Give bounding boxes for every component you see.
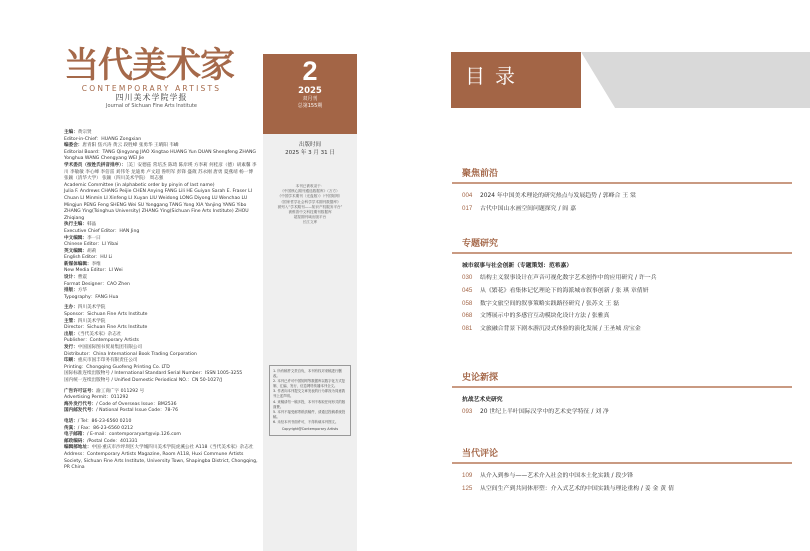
credit-text: 方华 [77, 288, 87, 294]
section-rule [452, 462, 792, 464]
magazine-logo: 当代美术家 [64, 46, 235, 86]
issue-badge [263, 54, 357, 134]
credit-label: 电话： [64, 418, 78, 424]
credit-text: Julia F. Andrews CHANG Peijie CHEN Anying FANG Lili HE Guiyan Sarah E. Fraser LI Chuan LI Minmin LI Xinfeng LI Xuyan LIU Weidong LONG Diyong LU Wenchao LU Mingjun PENG Feng SHENG Wei SU Yonggang TANG Yong XIA Yanjing YANG Yibo ZHANG Ying(Tsinghua University) ZHANG Ying(Sichuan Fine Arts Institute) ZHOU Zhiqiang [64, 189, 252, 221]
credit-label: 海外发行代号： [64, 401, 97, 407]
toc-entry[interactable] [452, 325, 792, 338]
credit-label: 电子邮箱： [64, 432, 87, 438]
indexing-line: 《中国核心期刊遴选数据库》（万方） [280, 189, 340, 194]
copyright-line: Copyright@Contemporary Artists [281, 427, 339, 432]
credit-label: 主管： [64, 318, 78, 324]
header-decoration-band [581, 52, 810, 108]
toc-entry[interactable] [452, 312, 792, 325]
credit-text: Printing：Chongqing Guofeng Printing Co. LTD [64, 364, 170, 370]
indexing-line: 被列入“学术期刊——知识产权服务平台” [277, 204, 343, 209]
credit-line [64, 345, 258, 352]
credit-text: 渝工商广字 011292 号 [96, 388, 145, 394]
issue-column [263, 54, 357, 551]
indexing-line: 长江文库 [302, 220, 318, 225]
credit-text: Advertising Permit：011292 [64, 395, 129, 401]
toc-section [452, 448, 792, 498]
toc-entry[interactable] [452, 274, 792, 287]
disclaimer-line: 5. 本刊不接受邮寄纸质稿件，请通过投稿系统投稿。 [273, 409, 346, 419]
credit-text: 李一曰 [86, 235, 101, 241]
publication-date-label: 出版时间 [298, 142, 321, 148]
credit-label: 编委会： [64, 143, 83, 149]
toc-entry[interactable] [452, 300, 792, 313]
credit-text: 唐青阳 焦兴涛 黄云 段胜峰 张勇华 王晴阳 韦嶙 [82, 143, 179, 149]
credit-line [64, 242, 258, 249]
toc-entry-page: 017 [462, 204, 473, 212]
credit-label: 邮政编码： [64, 438, 87, 444]
publisher-name-english: Journal of Sichuan Fine Arts Institute [106, 103, 197, 109]
magazine-logo-english: CONTEMPORARY ARTISTS [81, 84, 222, 93]
credit-line [64, 432, 258, 439]
section-subtitle: 抗战艺术史研究 [462, 397, 503, 403]
disclaimer-line: 4. 来稿请勿一稿多投，本刊不收取任何形式的版面费。 [273, 399, 346, 409]
toc-section [452, 238, 792, 338]
credit-label: 传真： [64, 425, 78, 431]
credit-line [64, 445, 258, 452]
credit-line [64, 275, 258, 282]
issue-year: 2025 [298, 86, 322, 96]
section-title: 专题研究 [462, 239, 499, 249]
toc-entry-page: 125 [462, 484, 473, 492]
section-rule [452, 386, 792, 388]
credit-text: 黄宗贤 [77, 130, 92, 135]
credit-line [64, 338, 258, 345]
credit-line [64, 143, 258, 150]
publication-date [263, 142, 357, 157]
credit-text: / E-mail：contemporaryart@vip.126.com [86, 432, 181, 438]
credit-text: 曹震 [77, 275, 87, 281]
disclaimer-box [269, 365, 351, 436]
indexing-line: 超星期刊域出版平台 [293, 215, 327, 220]
indexing-line: 被维普中文科技期刊数据库 [288, 210, 332, 215]
credit-text: Director：Sichuan Fine Arts Institute [64, 325, 148, 331]
credit-text: 《当代美术家》杂志社 [77, 331, 122, 337]
credit-label: 主编： [64, 130, 78, 135]
credit-label: 出版： [64, 331, 78, 337]
disclaimer-line: 3. 作者向本刊提交文章发表的行为即视为同意我刊上述声明。 [273, 389, 346, 399]
toc-section [452, 372, 792, 421]
credit-text: Chinese Editor：LI Yibai [64, 242, 119, 248]
credit-line [64, 295, 258, 302]
credit-text: Editor-in-Chief：HUANG Zongxian [64, 136, 142, 142]
credit-label: 中文编辑： [64, 235, 87, 241]
credit-line [64, 408, 258, 415]
credit-text: Address：Contemporary Artists Magazine, Room A118, Huxi Commune Artists Society, Sichuan Fine Arts Institute, University Town, Shapingba District, Chongqing, PR China [64, 451, 258, 471]
credit-label: 编辑部地址： [64, 445, 92, 451]
credit-text: 四川美术学院 [77, 318, 106, 324]
issue-number: 2 [302, 56, 318, 86]
credit-text: 中国·重庆市沙坪坝区大学城四川美术学院虎溪公社 A118《当代美术家》杂志社 [91, 445, 254, 451]
toc-entry-title: 从空间生产到共同体形塑：介入式艺术的中国实践与理论重构 / 姜 金 黄 倩 [480, 485, 674, 492]
toc-entry-title: 文博展示中的多感官互动模块化设计方法 / 张雅真 [480, 313, 610, 320]
credit-text: Publisher：Contemporary Artists [64, 338, 139, 344]
toc-page [405, 0, 810, 551]
credit-line [64, 378, 258, 385]
credit-label: 主办： [64, 305, 78, 311]
credit-text: 四川美术学院 [77, 305, 106, 311]
credit-line [64, 189, 258, 222]
section-rule [452, 182, 792, 184]
toc-entry[interactable] [452, 408, 792, 421]
publication-date-value: 2025 年 3 月 31 日 [285, 149, 335, 156]
credit-label: 新媒体编辑： [64, 261, 92, 267]
credit-label: 设计： [64, 275, 78, 281]
toc-entry-page: 004 [462, 192, 473, 199]
credit-line [64, 419, 258, 426]
section-header [452, 238, 792, 258]
toc-entry-page: 068 [462, 312, 473, 320]
credit-text: / National Postal Issue Code：78-76 [96, 408, 178, 414]
credit-line [64, 282, 258, 289]
toc-entry[interactable] [452, 205, 792, 218]
credit-label: 印刷： [64, 358, 78, 364]
toc-entry-title: 20 世纪上半叶国际汉学中的艺术史学特征 / 刘 净 [480, 409, 609, 415]
toc-section [452, 168, 792, 218]
section-title: 聚焦前沿 [462, 169, 499, 179]
section-title: 史论新探 [462, 373, 499, 383]
credit-text: / Code of Overseas Issue：BM2536 [96, 401, 177, 407]
toc-entry-title: 结构主义叙事设计在声音可视化数字艺术创作中的应用研究 / 许一兵 [480, 275, 657, 281]
credit-text: 国内统一连续出版物号 / Unified Domestic Periodical NO.：CN 50-1027/J [64, 377, 222, 383]
credit-line [64, 371, 258, 378]
credit-line [64, 229, 258, 236]
credit-text: Executive Chief Editor：HAN Jing [64, 228, 140, 234]
credit-text: New Media Editor：LI Wei [64, 268, 123, 274]
toc-header [451, 52, 581, 108]
toc-title: 目录 [465, 64, 525, 88]
credit-text: / Fax：86-23-6560 0212 [77, 425, 133, 431]
indexing-line: 《国家哲学社会科学学术期刊数据库》 [279, 199, 341, 204]
toc-entry-page: 058 [462, 299, 473, 307]
editorial-credits [64, 130, 258, 472]
credit-label: 国内邮发代号： [64, 408, 97, 414]
credit-label: 英文编辑： [64, 248, 87, 254]
toc-entry-page: 030 [462, 274, 473, 281]
credit-text: 李维 [91, 261, 101, 267]
indexing-line: 本刊已被收录于： [295, 184, 325, 188]
credit-text: 胡莉 [86, 248, 97, 254]
credit-line [64, 222, 258, 229]
credit-line [64, 255, 258, 262]
toc-entry-page: 109 [462, 472, 473, 479]
toc-entry-title: 文旅融合背景下剧本游沉浸式体验的演化发展 / 王圣城 房宝金 [480, 326, 641, 333]
credit-line [64, 150, 258, 163]
disclaimer-line: 6. 未经本刊书面许可，不得转载本刊图文。 [273, 419, 339, 424]
section-header [452, 168, 792, 188]
disclaimer-line: 2. 本刊已许可中国知网等数据库以数字化方式复制、汇编、发行、信息网络传播本刊全文。 [273, 379, 346, 389]
indexing-note [271, 184, 349, 226]
section-subtitle: 城市叙事与社会创新（专题策划：范希嘉） [462, 263, 573, 269]
credit-line [64, 358, 258, 365]
issue-total: 总第155期 [297, 103, 323, 109]
toc-entry-title: 数字文旅空间的叙事策略实践路径研究 / 张苏文 王 磊 [480, 300, 620, 307]
section-header [452, 372, 792, 392]
credit-text: Typography：FANG Hua [64, 294, 119, 300]
credit-text: 中国国际图书贸易集团有限公司 [77, 345, 143, 350]
credit-label: 执行主编： [64, 222, 87, 228]
credit-line [64, 163, 258, 183]
credit-label: 广告许可证号： [64, 388, 97, 394]
toc-entry-title: 从《繁花》看集体记忆理论下的海派城市叙事创新 / 张 琪 章倩妍 [480, 287, 649, 294]
toc-entry-page: 081 [462, 325, 473, 333]
section-rule [452, 252, 792, 254]
credit-label: 发行： [64, 345, 78, 350]
toc-entry-title: 从介入到参与——艺术介入社会的中国本土化实践 / 段少锋 [480, 473, 633, 479]
credit-text: /Postal Code：401331 [86, 438, 138, 444]
credit-text: ［美］安德兹 常培杰 陈琦 陈岸瑛 方李莉 何桂彦（德）胡素馨 李川 李敏敏 李心峰 李倍雷 刘伟冬 龙迪勇 卢文超 鲁明军 彭锋 盛葳 苏永刚 唐勇 夏燕靖 杨一博 张颖（清华大学） 张颖（四川美术学院） 周志强 [64, 162, 257, 182]
credit-text: / Tel：86-23-6560 0210 [77, 418, 132, 424]
credit-line [64, 288, 258, 295]
toc-entry[interactable] [452, 472, 792, 485]
toc-entry-title: 2024 年中国美术理论的研究热点与发展趋势 / 郭峰合 王 棠 [480, 193, 636, 199]
toc-entry-page: 045 [462, 286, 473, 294]
issue-frequency: 双月刊 [302, 96, 318, 102]
credit-text: Sponsor：Sichuan Fine Arts Institute [64, 312, 148, 318]
disclaimer-line: 1. 所有稿件文责自负，本刊有权对来稿进行删改。 [273, 369, 342, 379]
credit-text: Editorial Board：TANG Qingyang JIAO Xingtao HUANG Yun DUAN Shengfeng ZHANG Yonghua WANG Chengyang WEI Jie [64, 149, 256, 162]
credit-text: Format Designer：CAO Zhen [64, 281, 130, 287]
credit-text: 韩晶 [86, 222, 97, 228]
credit-line [64, 268, 258, 275]
indexing-line: 《中国学术期刊（光盘版）》（中国知网） [277, 194, 343, 199]
masthead [64, 48, 239, 110]
credit-text: English Editor：HU Li [64, 255, 113, 261]
section-header [452, 448, 792, 468]
credit-line [64, 325, 258, 332]
toc-entry-page: 093 [462, 408, 473, 415]
credit-line [64, 130, 258, 137]
toc-entry[interactable] [452, 192, 792, 205]
publisher-name: 四川美术学院学报 [115, 93, 188, 102]
credit-line [64, 395, 258, 402]
credit-text: Distributor：China International Book Trading Corporation [64, 351, 197, 357]
credit-text: 国际标准连续出版物号 / International Standard Serial Number：ISSN 1005-3255 [64, 371, 243, 377]
section-title: 当代评论 [462, 449, 499, 459]
credit-text: 重庆市国丰印务有限责任公司 [77, 358, 138, 364]
credit-text: Academic Committee (in alphabetic order by pinyin of last name) [64, 182, 215, 188]
toc-entry[interactable] [452, 287, 792, 300]
credit-label: 学术委员（按姓氏拼音排序）： [64, 162, 127, 168]
toc-entry-title: 古代中国山水画空间问题探究 / 阎 嘉 [480, 205, 576, 212]
toc-entry[interactable] [452, 485, 792, 498]
credit-line [64, 452, 258, 472]
credit-label: 排版： [64, 288, 78, 294]
credit-line [64, 312, 258, 319]
